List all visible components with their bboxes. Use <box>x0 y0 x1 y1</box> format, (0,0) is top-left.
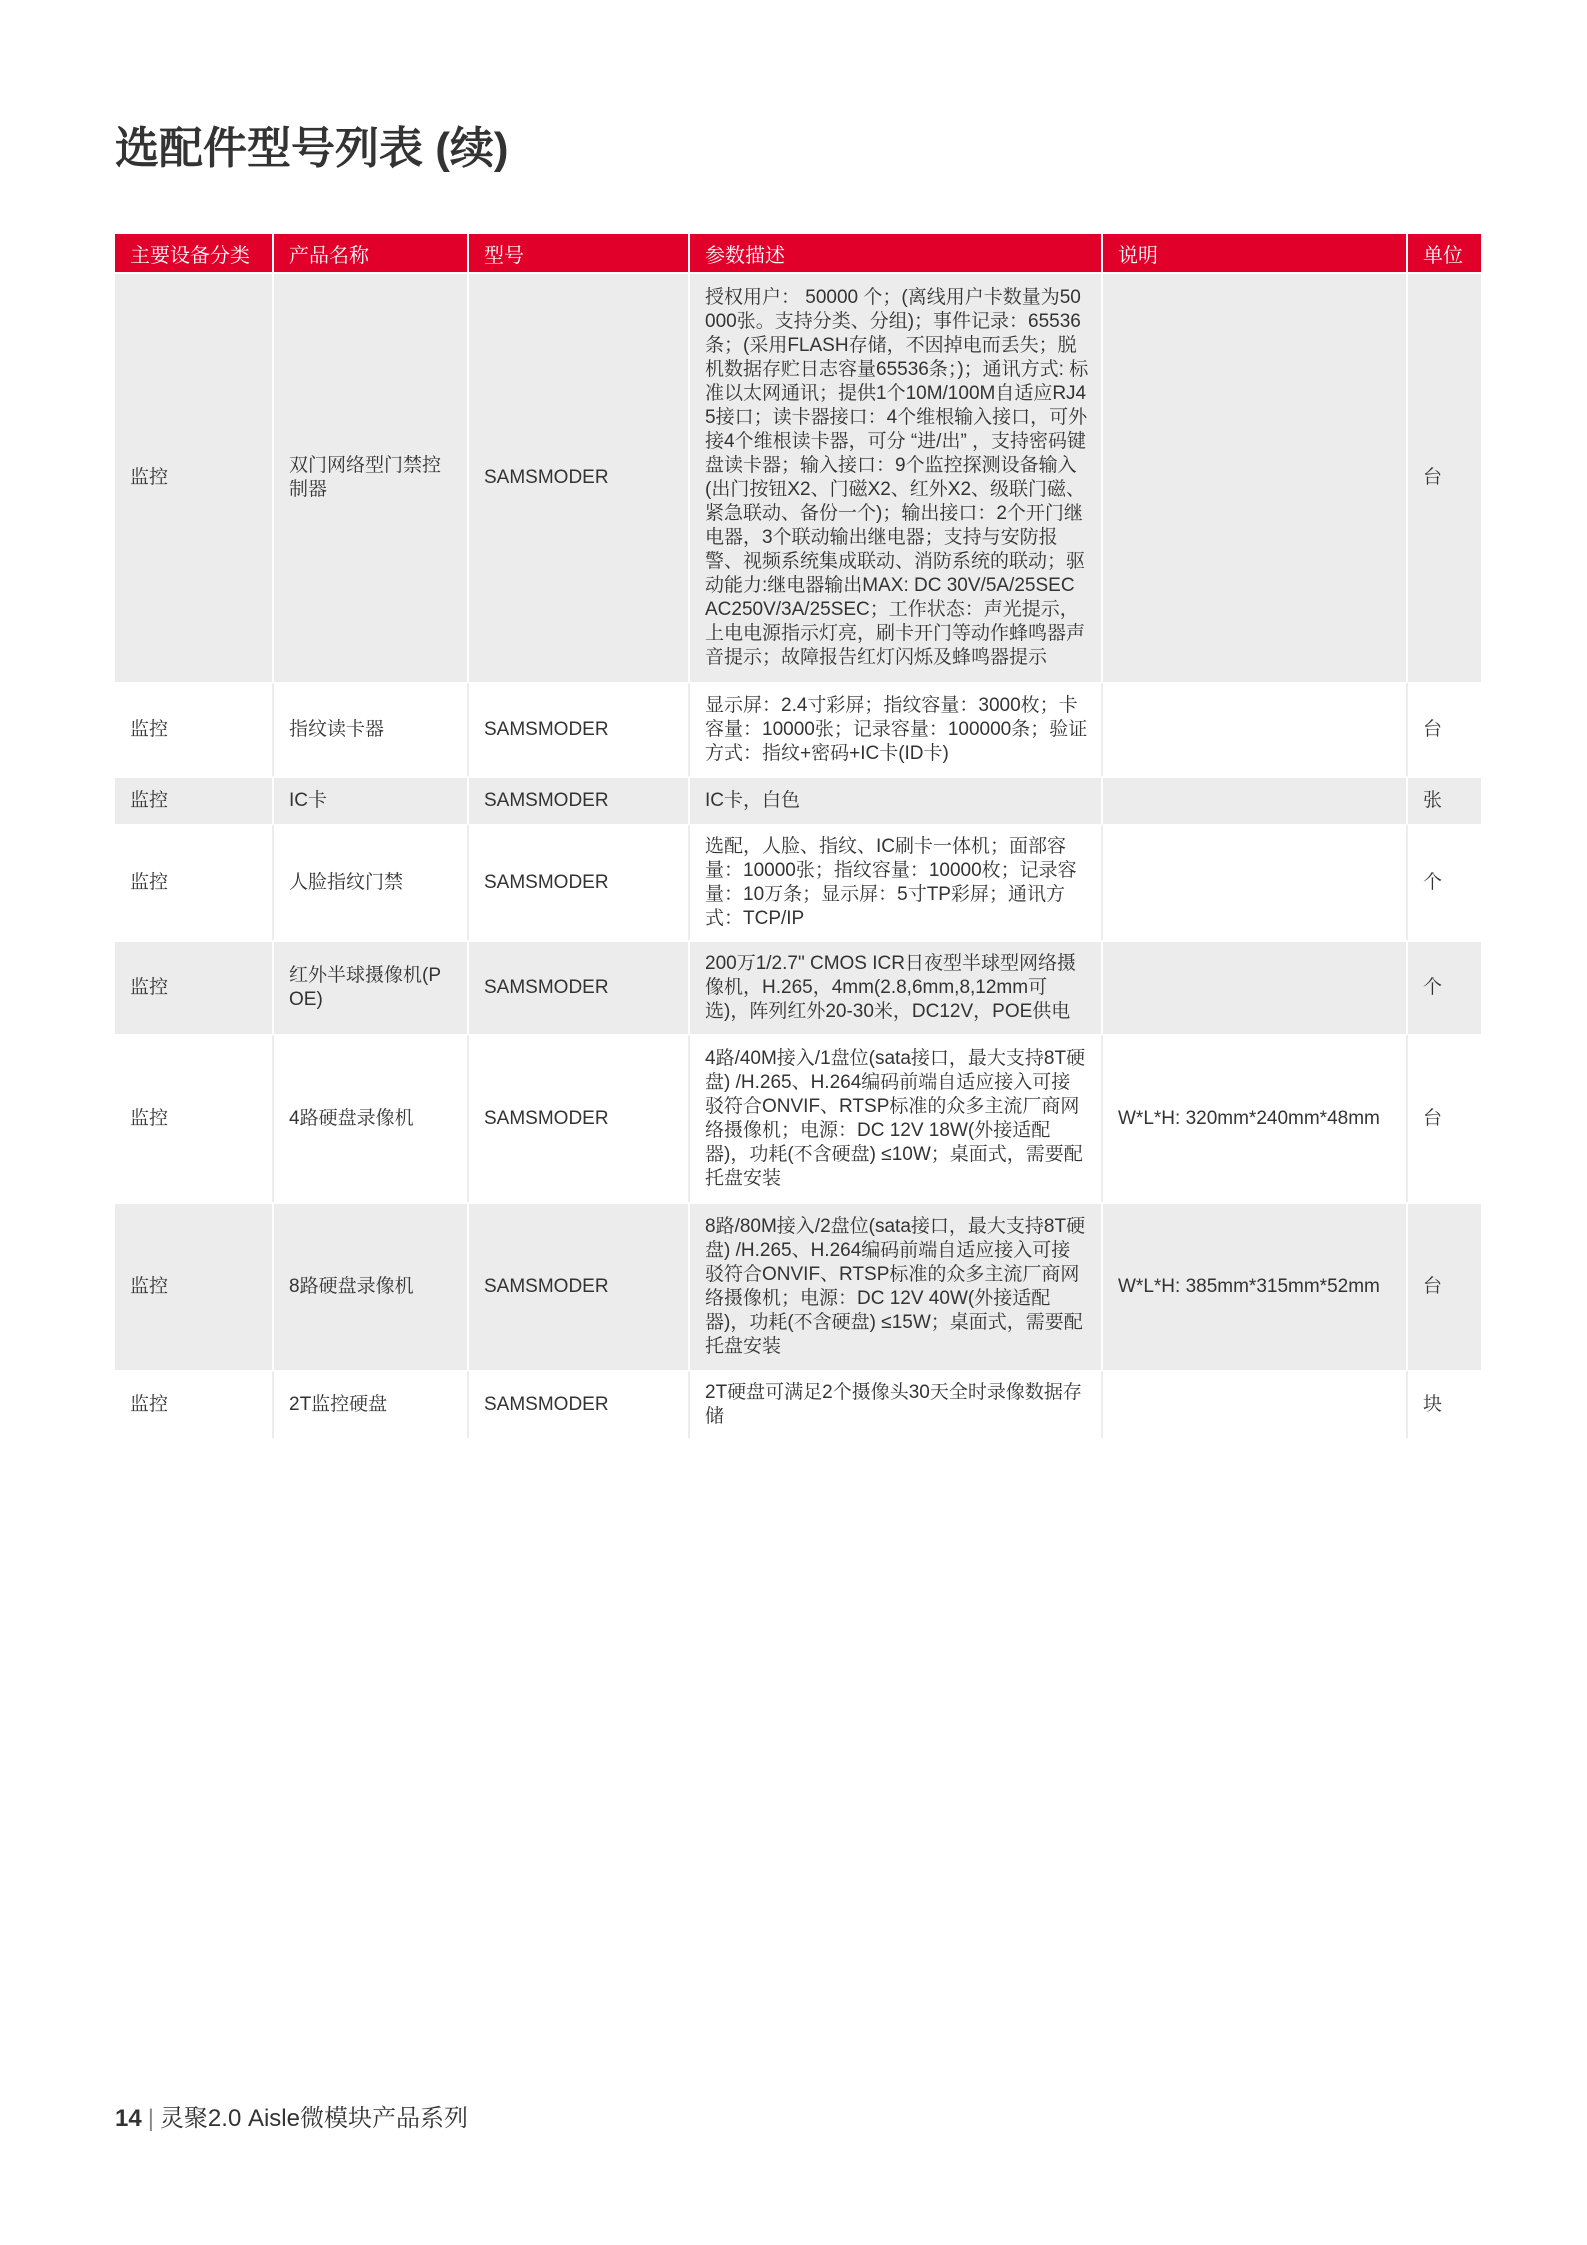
cell-unit: 台 <box>1408 682 1481 776</box>
table-row <box>115 1370 1481 1438</box>
header-category: 主要设备分类 <box>115 234 274 272</box>
cell-category: 监控 <box>115 1034 274 1202</box>
cell-name: 红外半球摄像机(POE) <box>274 940 469 1034</box>
cell-name: 4路硬盘录像机 <box>274 1034 469 1202</box>
cell-note: W*L*H: 385mm*315mm*52mm <box>1103 1202 1408 1370</box>
cell-model: SAMSMODER <box>469 1370 690 1438</box>
table-row <box>115 682 1481 776</box>
cell-desc: 选配，人脸、指纹、IC刷卡一体机；面部容量：10000张；指纹容量：10000枚；记录容量：10万条；显示屏：5寸TP彩屏；通讯方式：TCP/IP <box>690 824 1103 940</box>
cell-desc: 8路/80M接入/2盘位(sata接口，最大支持8T硬盘) /H.265、H.264编码前端自适应接入可接驳符合ONVIF、RTSP标准的众多主流厂商网络摄像机；电源：DC 12V 40W(外接适配器)，功耗(不含硬盘) ≤15W；桌面式，需要配托盘安装 <box>690 1202 1103 1370</box>
cell-name: 指纹读卡器 <box>274 682 469 776</box>
cell-note <box>1103 824 1408 940</box>
cell-category: 监控 <box>115 1370 274 1438</box>
cell-desc: 4路/40M接入/1盘位(sata接口，最大支持8T硬盘) /H.265、H.264编码前端自适应接入可接驳符合ONVIF、RTSP标准的众多主流厂商网络摄像机；电源：DC 12V 18W(外接适配器)，功耗(不含硬盘) ≤10W；桌面式，需要配托盘安装 <box>690 1034 1103 1202</box>
cell-unit: 个 <box>1408 824 1481 940</box>
cell-name: 2T监控硬盘 <box>274 1370 469 1438</box>
spec-table <box>115 234 1481 1438</box>
cell-name: 双门网络型门禁控制器 <box>274 272 469 682</box>
table-row <box>115 1202 1481 1370</box>
cell-name: IC卡 <box>274 776 469 824</box>
footer-separator: | <box>147 2105 154 2132</box>
cell-note: W*L*H: 320mm*240mm*48mm <box>1103 1034 1408 1202</box>
header-unit: 单位 <box>1408 234 1481 272</box>
cell-desc: 授权用户： 50000 个；(离线用户卡数量为50000张。支持分类、分组)；事件记录：65536条；(采用FLASH存储，不因掉电而丢失；脱机数据存贮日志容量65536条；)；通讯方式: 标准以太网通讯；提供1个10M/100M自适应RJ45接口；读卡器接口：4个维根输入接口，可外接4个维根读卡器，可分 “进/出” ，支持密码键盘读卡器；输入接口：9个监控探测设备输入(出门按钮X2、门磁X2、红外X2、级联门磁、紧急联动、备份一个)；输出接口：2个开门继电器，3个联动输出继电器；支持与安防报警、视频系统集成联动、消防系统的联动；驱动能力:继电器输出MAX: DC 30V/5A/25SEC AC250V/3A/25SEC；工作状态：声光提示，上电电源指示灯亮，刷卡开门等动作蜂鸣器声音提示；故障报告红灯闪烁及蜂鸣器提示 <box>690 272 1103 682</box>
cell-unit: 个 <box>1408 940 1481 1034</box>
cell-unit: 张 <box>1408 776 1481 824</box>
cell-model: SAMSMODER <box>469 1202 690 1370</box>
table-header-row <box>115 234 1481 272</box>
cell-note <box>1103 940 1408 1034</box>
cell-desc: 200万1/2.7" CMOS ICR日夜型半球型网络摄像机，H.265，4mm(2.8,6mm,8,12mm可选)，阵列红外20-30米，DC12V，POE供电 <box>690 940 1103 1034</box>
cell-model: SAMSMODER <box>469 1034 690 1202</box>
cell-model: SAMSMODER <box>469 272 690 682</box>
table-row <box>115 272 1481 682</box>
cell-name: 8路硬盘录像机 <box>274 1202 469 1370</box>
cell-name: 人脸指纹门禁 <box>274 824 469 940</box>
cell-unit: 台 <box>1408 1202 1481 1370</box>
table-row <box>115 940 1481 1034</box>
cell-unit: 台 <box>1408 272 1481 682</box>
cell-note <box>1103 272 1408 682</box>
cell-model: SAMSMODER <box>469 824 690 940</box>
cell-model: SAMSMODER <box>469 776 690 824</box>
cell-model: SAMSMODER <box>469 940 690 1034</box>
series-name: 灵聚2.0 Aisle微模块产品系列 <box>159 2105 468 2132</box>
cell-desc: 2T硬盘可满足2个摄像头30天全时录像数据存储 <box>690 1370 1103 1438</box>
cell-note <box>1103 776 1408 824</box>
cell-unit: 块 <box>1408 1370 1481 1438</box>
table-row <box>115 1034 1481 1202</box>
cell-desc: 显示屏：2.4寸彩屏；指纹容量：3000枚；卡容量：10000张；记录容量：100000条；验证方式：指纹+密码+IC卡(ID卡) <box>690 682 1103 776</box>
cell-category: 监控 <box>115 1202 274 1370</box>
header-model: 型号 <box>469 234 690 272</box>
page-number: 14 <box>115 2105 142 2132</box>
cell-desc: IC卡，白色 <box>690 776 1103 824</box>
cell-note <box>1103 1370 1408 1438</box>
cell-category: 监控 <box>115 776 274 824</box>
cell-category: 监控 <box>115 272 274 682</box>
cell-note <box>1103 682 1408 776</box>
header-name: 产品名称 <box>274 234 469 272</box>
cell-category: 监控 <box>115 682 274 776</box>
table-row <box>115 824 1481 940</box>
cell-category: 监控 <box>115 940 274 1034</box>
table-row <box>115 776 1481 824</box>
cell-category: 监控 <box>115 824 274 940</box>
cell-unit: 台 <box>1408 1034 1481 1202</box>
cell-model: SAMSMODER <box>469 682 690 776</box>
header-note: 说明 <box>1103 234 1408 272</box>
header-desc: 参数描述 <box>690 234 1103 272</box>
page-title: 选配件型号列表 (续) <box>115 124 509 173</box>
page-footer <box>115 2098 468 2133</box>
